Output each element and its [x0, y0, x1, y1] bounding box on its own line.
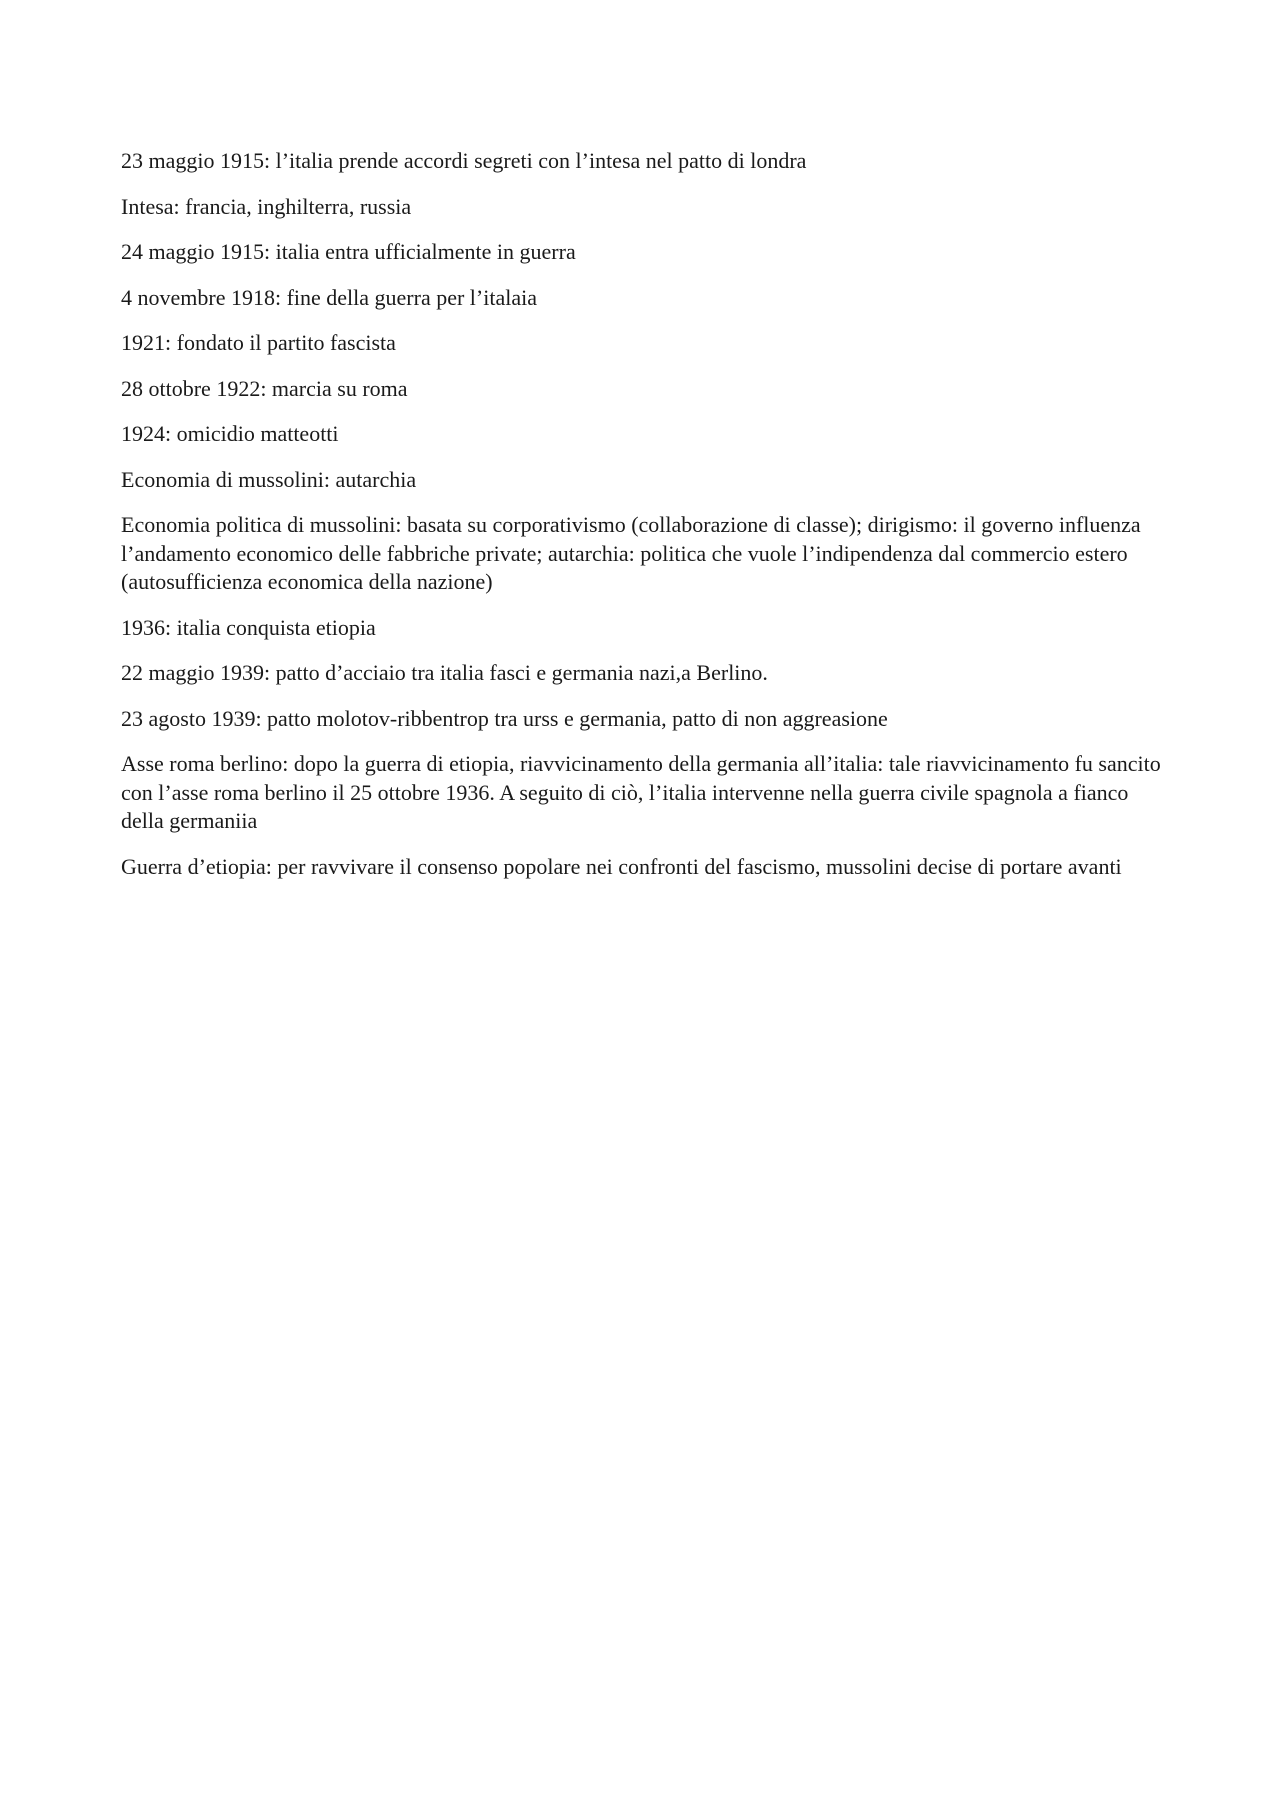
- paragraph-4: 4 novembre 1918: fine della guerra per l’italaia: [121, 284, 537, 310]
- document-body: [121, 147, 1161, 898]
- paragraph-11: 22 maggio 1939: patto d’acciaio tra italia fasci e germania nazi,a Berlino.: [121, 660, 768, 685]
- paragraph-7: 1924: omicidio matteotti: [121, 421, 339, 446]
- paragraph-10: 1936: italia conquista etiopia: [121, 614, 376, 640]
- paragraph-6: 28 ottobre 1922: marcia su roma: [121, 375, 408, 401]
- paragraph-13: Asse roma berlino: dopo la guerra di etiopia, riavvicinamento della germania all’italia: tale riavvicinamento fu sancito con l’asse roma berlino il 25 ottobre 1936. A seguito di ciò, l’italia intervenne nella guerra civile spagnola a fianco della germaniia: [121, 751, 1161, 833]
- paragraph-3: 24 maggio 1915: italia entra ufficialmente in guerra: [121, 239, 576, 264]
- paragraph-1: 23 maggio 1915: l’italia prende accordi segreti con l’intesa nel patto di londra: [121, 148, 807, 173]
- paragraph-14: Guerra d’etiopia: per ravvivare il consenso popolare nei confronti del fascismo, mussolini decise di portare avanti: [121, 853, 1122, 879]
- paragraph-5: 1921: fondato il partito fascista: [121, 330, 396, 355]
- paragraph-9: Economia politica di mussolini: basata su corporativismo (collaborazione di classe); dirigismo: il governo influenza l’andamento economico delle fabbriche private; autarchia: politica che vuole l’indipendenza dal commercio estero (autosufficienza economica della nazione): [121, 512, 1141, 594]
- paragraph-12: 23 agosto 1939: patto molotov-ribbentrop tra urss e germania, patto di non aggreasione: [121, 705, 888, 731]
- paragraph-8: Economia di mussolini: autarchia: [121, 466, 417, 492]
- paragraph-2: Intesa: francia, inghilterra, russia: [121, 193, 412, 219]
